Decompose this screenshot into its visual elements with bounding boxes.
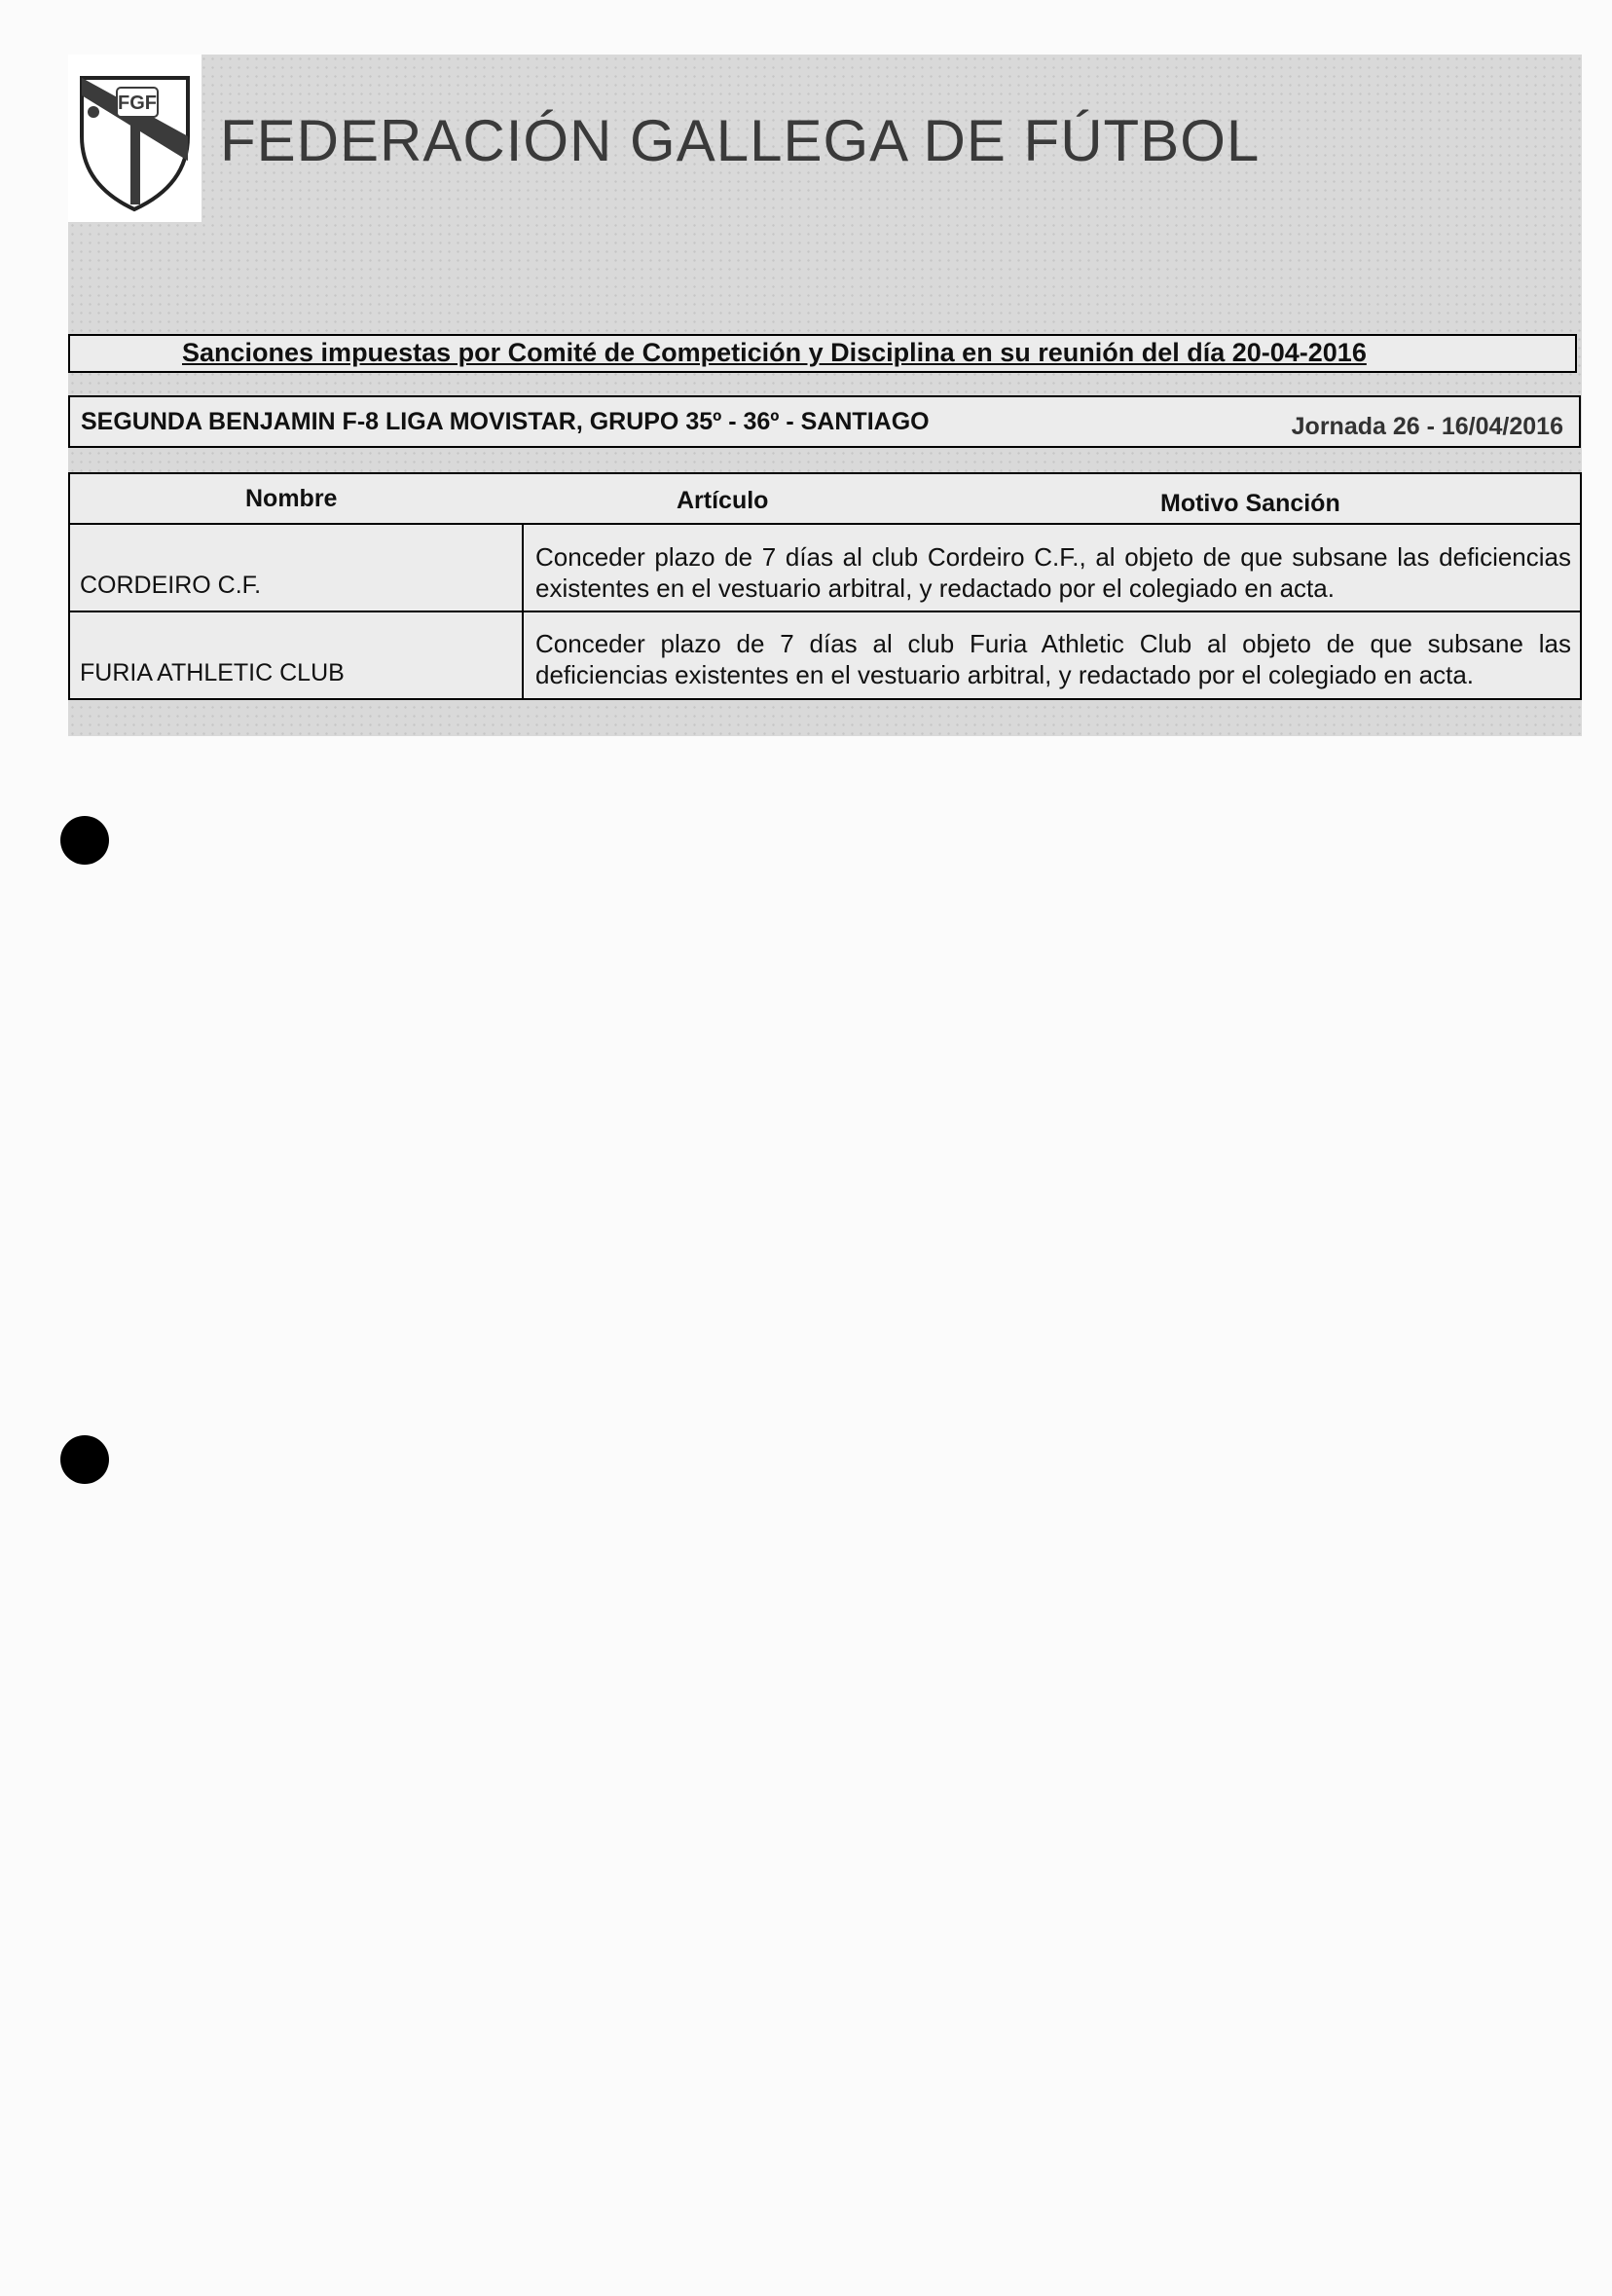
- sanciones-title-box: [68, 334, 1577, 373]
- competition-box: [68, 395, 1581, 448]
- row-motivo: Conceder plazo de 7 días al club Cordeiro C.F., al objeto de que subsane las deficiencias existentes en el vestuario arbitral, y redactado por el colegiado en acta.: [535, 542, 1571, 603]
- federation-logo: [68, 55, 202, 222]
- row-nombre: FURIA ATHLETIC CLUB: [80, 659, 345, 686]
- header-divider: [70, 523, 1580, 525]
- jornada-label: Jornada 26 - 16/04/2016: [1291, 413, 1563, 440]
- shield-logo-icon: [74, 68, 196, 214]
- punch-hole: [60, 1435, 109, 1484]
- logo-lettering: FGF: [118, 93, 157, 114]
- row-motivo: Conceder plazo de 7 días al club Furia Athletic Club al objeto de que subsane las deficiencias existentes en el vestuario arbitral, y redactado por el colegiado en acta.: [535, 629, 1571, 689]
- row-divider: [70, 611, 1580, 612]
- row-nombre: CORDEIRO C.F.: [80, 572, 262, 599]
- column-divider: [522, 523, 524, 698]
- header-nombre: Nombre: [245, 485, 338, 512]
- federation-title: FEDERACIÓN GALLEGA DE FÚTBOL: [220, 108, 1261, 173]
- competition-name: SEGUNDA BENJAMIN F-8 LIGA MOVISTAR, GRUPO 35º - 36º - SANTIAGO: [81, 408, 930, 435]
- header-articulo: Artículo: [677, 487, 769, 514]
- punch-hole: [60, 816, 109, 865]
- sanctions-table: [68, 472, 1582, 700]
- header-motivo: Motivo Sanción: [1160, 490, 1340, 517]
- sanciones-title: Sanciones impuestas por Comité de Competición y Disciplina en su reunión del día 20-04-2016: [182, 338, 1367, 367]
